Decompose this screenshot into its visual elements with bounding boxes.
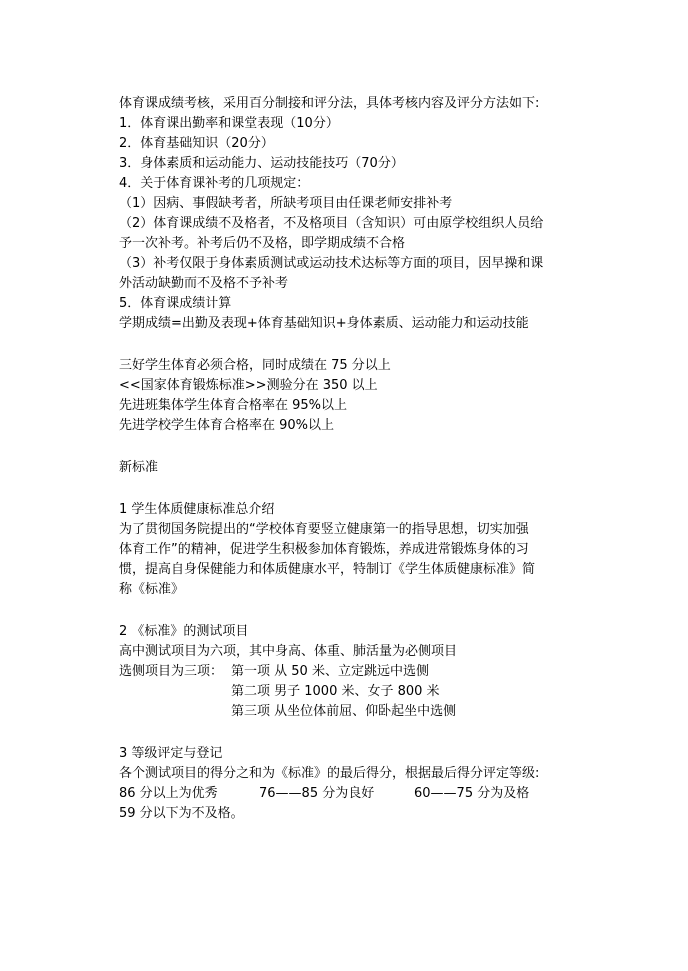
assessment-item-attendance: 1．体育课出勤率和课堂表现（10分） bbox=[119, 116, 339, 131]
test-items-mandatory: 高中测试项目为六项，其中身高、体重、肺活量为必侧项目 bbox=[119, 644, 458, 659]
grading-title: 3 等级评定与登记 bbox=[119, 746, 223, 761]
health-standard-body-3: 惯，提高自身保健能力和体质健康水平，特制订《学生体质健康标准》简 bbox=[119, 562, 536, 577]
grading-description: 各个测试项目的得分之和为《标准》的最后得分，根据最后得分评定等级: bbox=[119, 766, 540, 781]
optional-item-1: 第一项 从 50 米、立定跳远中选侧 bbox=[231, 664, 429, 679]
optional-items-row-2 bbox=[119, 682, 571, 702]
grade-calc-formula: 学期成绩=出勤及表现+体育基础知识+身体素质、运动能力和运动技能 bbox=[119, 316, 529, 331]
health-standard-title: 1 学生体质健康标准总介绍 bbox=[119, 502, 275, 517]
assessment-item-makeup-rules: 4．关于体育课补考的几项规定： bbox=[119, 176, 310, 191]
spacer bbox=[119, 478, 571, 500]
spacer bbox=[119, 334, 571, 356]
grade-fail: 59 分以下为不及格。 bbox=[119, 806, 244, 821]
document-body bbox=[119, 94, 571, 824]
honor-line-3: 先进班集体学生体育合格率在 95%以上 bbox=[119, 398, 348, 413]
optional-item-3: 第三项 从坐位体前屈、仰卧起坐中选侧 bbox=[231, 704, 457, 719]
optional-items-row-3 bbox=[119, 702, 571, 722]
assessment-item-fitness: 3．身体素质和运动能力、运动技能技巧（70分） bbox=[119, 156, 404, 171]
honor-line-2: <<国家体育锻炼标准>>测验分在 350 以上 bbox=[119, 378, 378, 393]
new-standard-heading: 新标准 bbox=[119, 460, 159, 475]
test-items-title: 2 《标准》的测试项目 bbox=[119, 624, 249, 639]
makeup-rule-2: （2）体育课成绩不及格者，不及格项目（含知识）可由原学校组织人员给 bbox=[119, 216, 544, 231]
health-standard-body-2: 体育工作”的精神，促进学生积极参加体育锻炼，养成进常锻炼身体的习 bbox=[119, 542, 529, 557]
honor-line-1: 三好学生体育必须合格，同时成绩在 75 分以上 bbox=[119, 358, 391, 373]
assessment-item-knowledge: 2．体育基础知识（20分） bbox=[119, 136, 274, 151]
grade-levels-row bbox=[119, 784, 571, 804]
optional-item-2: 第二项 男子 1000 米、女子 800 米 bbox=[231, 684, 440, 699]
makeup-rule-1: （1）因病、事假缺考者，所缺考项目由任课老师安排补考 bbox=[119, 196, 453, 211]
makeup-rule-2-cont: 予一次补考。补考后仍不及格，即学期成绩不合格 bbox=[119, 236, 406, 251]
health-standard-body-4: 称《标准》 bbox=[119, 582, 185, 597]
makeup-rule-3-cont: 外活动缺勤而不及格不予补考 bbox=[119, 276, 289, 291]
honor-line-4: 先进学校学生体育合格率在 90%以上 bbox=[119, 418, 335, 433]
intro-paragraph: 体育课成绩考核，采用百分制接和评分法，具体考核内容及评分方法如下: bbox=[119, 96, 540, 111]
grade-good: 76——85 分为良好 bbox=[259, 786, 375, 801]
spacer bbox=[119, 600, 571, 622]
makeup-rule-3: （3）补考仅限于身体素质测试或运动技术达标等方面的项目，因早操和课 bbox=[119, 256, 544, 271]
grade-pass: 60——75 分为及格 bbox=[414, 786, 530, 801]
grade-excellent: 86 分以上为优秀 bbox=[119, 786, 218, 801]
grade-calc-title: 5．体育课成绩计算 bbox=[119, 296, 232, 311]
spacer bbox=[119, 436, 571, 458]
health-standard-body-1: 为了贯彻国务院提出的“学校体育要竖立健康第一的指导思想，切实加强 bbox=[119, 522, 529, 537]
optional-items-row-1 bbox=[119, 662, 571, 682]
optional-items-lead: 选侧项目为三项： bbox=[119, 664, 224, 679]
spacer bbox=[119, 722, 571, 744]
